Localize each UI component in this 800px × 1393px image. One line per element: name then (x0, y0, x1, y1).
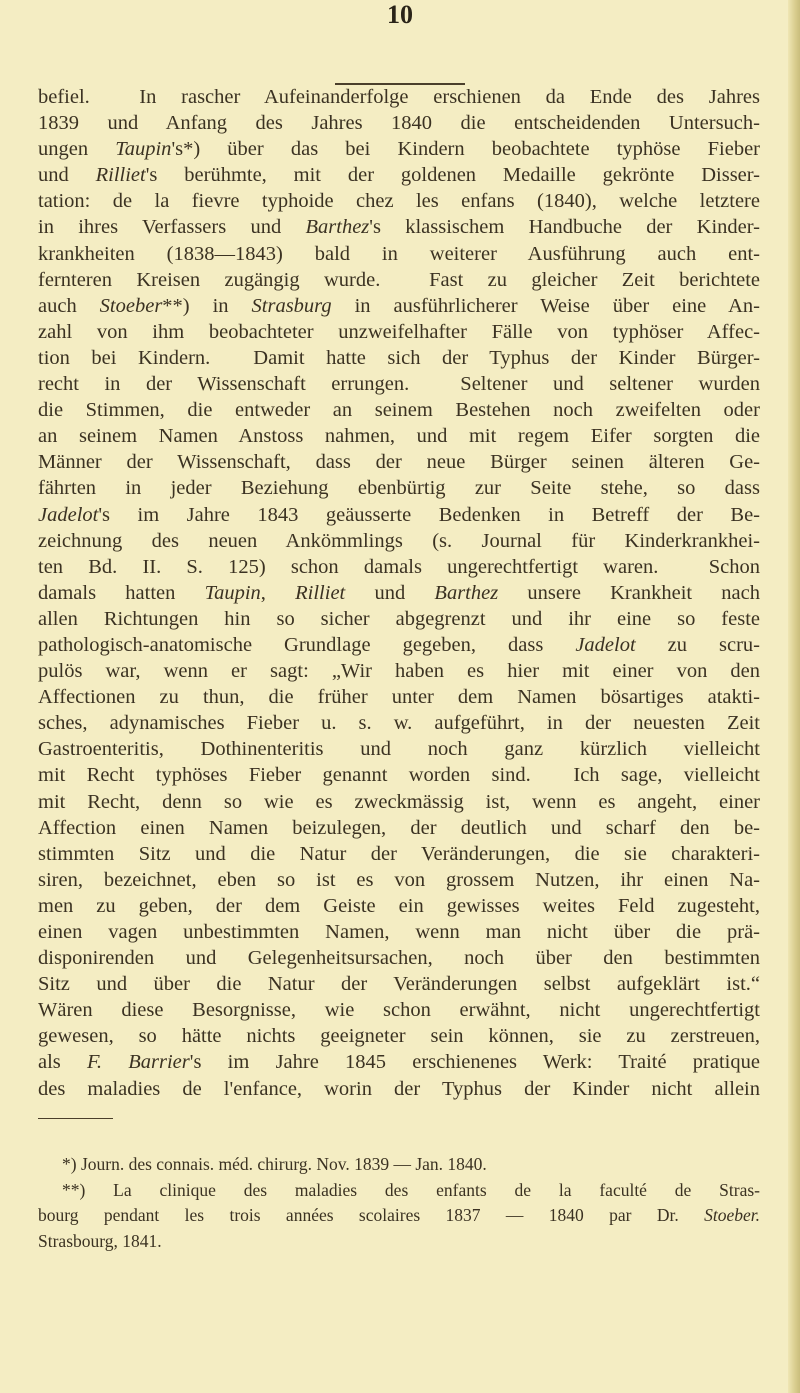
text-line (38, 110, 760, 136)
text-segment: **) La clinique des maladies des enfants de la faculté de Stras- (62, 1179, 760, 1200)
text-line (38, 528, 760, 554)
text-segment: auch (38, 294, 100, 317)
text-segment: **) in (162, 294, 252, 317)
text-line (38, 188, 760, 214)
text-segment: und (345, 581, 435, 604)
text-segment: an seinem Namen Anstoss nahmen, und mit regem Eifer sorgten die (38, 425, 760, 448)
text-segment: tion bei Kindern. Damit hatte sich der Typhus der Kinder Bürger- (38, 346, 760, 369)
text-line (38, 893, 760, 919)
text-segment: Gastroenteritis, Dothinenteritis und noch ganz kürzlich vielleicht (38, 738, 760, 761)
text-line (38, 267, 760, 293)
text-line (38, 919, 760, 945)
text-line (38, 580, 760, 606)
text-segment: allen Richtungen hin so sicher abgegrenzt und ihr eine so feste (38, 607, 760, 630)
text-segment: und (38, 164, 96, 187)
italic-name: Stoeber (99, 294, 163, 317)
text-segment: tation: de la fievre typhoide chez les enfans (1840), welche letztere (38, 190, 760, 213)
text-line (38, 84, 760, 110)
text-segment: in ausführlicherer Weise über eine An- (331, 294, 760, 317)
text-segment: recht in der Wissenschaft errungen. Seltener und seltener wurden (38, 373, 760, 396)
text-segment: befiel. In rascher Aufeinanderfolge erschienen da Ende des Jahres (38, 86, 760, 108)
text-segment: *) Journ. des connais. méd. chirurg. Nov. 1839 — Jan. 1840. (62, 1154, 487, 1174)
text-line (38, 319, 760, 345)
footnote-line (38, 1203, 760, 1229)
text-line (38, 710, 760, 736)
text-line (38, 162, 760, 188)
page-number: 10 (387, 0, 413, 29)
text-segment: 1839 und Anfang des Jahres 1840 die entscheidenden Untersuch- (38, 112, 760, 135)
italic-name: F. Barrier (87, 1051, 190, 1074)
text-segment: krankheiten (1838—1843) bald in weiterer Ausführung auch ent- (38, 242, 760, 265)
text-segment: fährten in jeder Beziehung ebenbürtig zur Seite stehe, so dass (38, 477, 760, 500)
text-segment: ungen (38, 138, 116, 161)
footnote-rule (38, 1118, 113, 1119)
text-segment: 's*) über das bei Kindern beobachtete typhöse Fieber (171, 138, 760, 161)
text-line (38, 397, 760, 423)
italic-name: Strasburg (251, 294, 332, 317)
text-line (38, 841, 760, 867)
text-segment: gewesen, so hätte nichts geeigneter sein können, sie zu zerstreuen, (38, 1025, 760, 1048)
text-segment: unsere Krankheit nach (498, 581, 761, 604)
text-line (38, 554, 760, 580)
italic-name: Barthez (305, 216, 370, 239)
text-line (38, 136, 760, 162)
italic-name: Barthez (434, 581, 499, 604)
text-segment: Männer der Wissenschaft, dass der neue Bürger seinen älteren Ge- (38, 451, 760, 474)
text-segment: 's klassischem Handbuche der Kinder- (369, 216, 760, 239)
text-line (38, 736, 760, 762)
text-segment: 's im Jahre 1845 erschienenes Werk: Traité pratique (189, 1051, 760, 1074)
text-segment: fernteren Kreisen zugängig wurde. Fast zu gleicher Zeit berichtete (38, 268, 760, 291)
text-line (38, 606, 760, 632)
text-segment: Affection einen Namen beizulegen, der deutlich und scharf den be- (38, 816, 760, 839)
text-line (38, 658, 760, 684)
text-segment: einen vagen unbestimmten Namen, wenn man nicht über die prä- (38, 921, 760, 943)
footnotes (38, 1152, 760, 1254)
text-segment: , (260, 581, 296, 604)
text-segment: pathologisch-anatomische Grundlage gegeben, dass (38, 633, 576, 656)
text-line (38, 945, 760, 971)
italic-name: Jadelot (575, 633, 636, 656)
text-segment: mit Recht typhöses Fieber genannt worden sind. Ich sage, vielleicht (38, 764, 760, 787)
text-line (38, 345, 760, 371)
text-line (38, 502, 760, 528)
text-segment: Wären diese Besorgnisse, wie schon erwähnt, nicht ungerechtfertigt (38, 999, 760, 1022)
text-line (38, 371, 760, 397)
text-line (38, 293, 760, 319)
text-segment: in ihres Verfassers und (38, 216, 306, 239)
text-segment: Affectionen zu thun, die früher unter dem Namen bösartiges atakti- (38, 686, 760, 709)
italic-name: Taupin (115, 138, 172, 161)
text-segment: mit Recht, denn so wie es zweckmässig ist, wenn es angeht, einer (38, 790, 760, 813)
footnote-line (38, 1152, 760, 1178)
page-edge (788, 0, 800, 1393)
italic-name: Taupin (204, 581, 261, 604)
text-line (38, 214, 760, 240)
text-line (38, 475, 760, 501)
text-line (38, 241, 760, 267)
text-segment: des maladies de l'enfance, worin der Typhus der Kinder nicht allein (38, 1077, 760, 1100)
text-line (38, 789, 760, 815)
text-segment: 's berühmte, mit der goldenen Medaille gekrönte Disser- (145, 164, 761, 187)
text-segment: damals hatten (38, 581, 205, 604)
italic-name: Rilliet (95, 164, 146, 187)
text-line (38, 997, 760, 1023)
text-line (38, 815, 760, 841)
italic-name: Jadelot (38, 503, 99, 526)
text-segment: ten Bd. II. S. 125) schon damals ungerechtfertigt waren. Schon (38, 555, 760, 578)
text-line (38, 971, 760, 997)
text-segment: pulös war, wenn er sagt: „Wir haben es hier mit einer von den (38, 660, 760, 683)
text-segment: Strasbourg, 1841. (38, 1230, 162, 1251)
text-segment: 's im Jahre 1843 geäusserte Bedenken in Betreff der Be- (98, 503, 760, 526)
text-segment: sches, adynamisches Fieber u. s. w. aufgeführt, in der neuesten Zeit (38, 712, 760, 735)
italic-name: Rilliet (295, 581, 346, 604)
text-line (38, 449, 760, 475)
text-line (38, 1076, 760, 1102)
text-segment: zeichnung des neuen Ankömmlings (s. Journal für Kinderkrankhei- (38, 529, 760, 552)
italic-name: Stoeber. (704, 1205, 760, 1225)
text-segment: zu scru- (635, 633, 760, 656)
text-segment: disponirenden und Gelegenheitsursachen, noch über den bestimmten (38, 947, 760, 970)
text-segment: Sitz und über die Natur der Veränderungen selbst aufgeklärt ist.“ (38, 973, 760, 996)
text-line (38, 1049, 760, 1075)
text-line (38, 423, 760, 449)
text-segment: stimmten Sitz und die Natur der Veränderungen, die sie charakteri- (38, 842, 760, 865)
text-segment: men zu geben, der dem Geiste ein gewisses weites Feld zugesteht, (38, 894, 760, 917)
footnote-line (38, 1229, 760, 1255)
text-segment: siren, bezeichnet, eben so ist es von grossem Nutzen, ihr einen Na- (38, 868, 760, 891)
body-text (38, 84, 760, 1102)
text-line (38, 632, 760, 658)
text-segment: als (38, 1051, 88, 1074)
text-segment: bourg pendant les trois années scolaires 1837 — 1840 par Dr. (38, 1205, 705, 1225)
text-segment: die Stimmen, die entweder an seinem Bestehen noch zweifelten oder (38, 399, 760, 422)
text-line (38, 762, 760, 788)
footnote-line (38, 1178, 760, 1204)
text-line (38, 684, 760, 710)
text-line (38, 1023, 760, 1049)
text-line (38, 867, 760, 893)
text-segment: zahl von ihm beobachteter unzweifelhafter Fälle von typhöser Affec- (38, 320, 760, 343)
